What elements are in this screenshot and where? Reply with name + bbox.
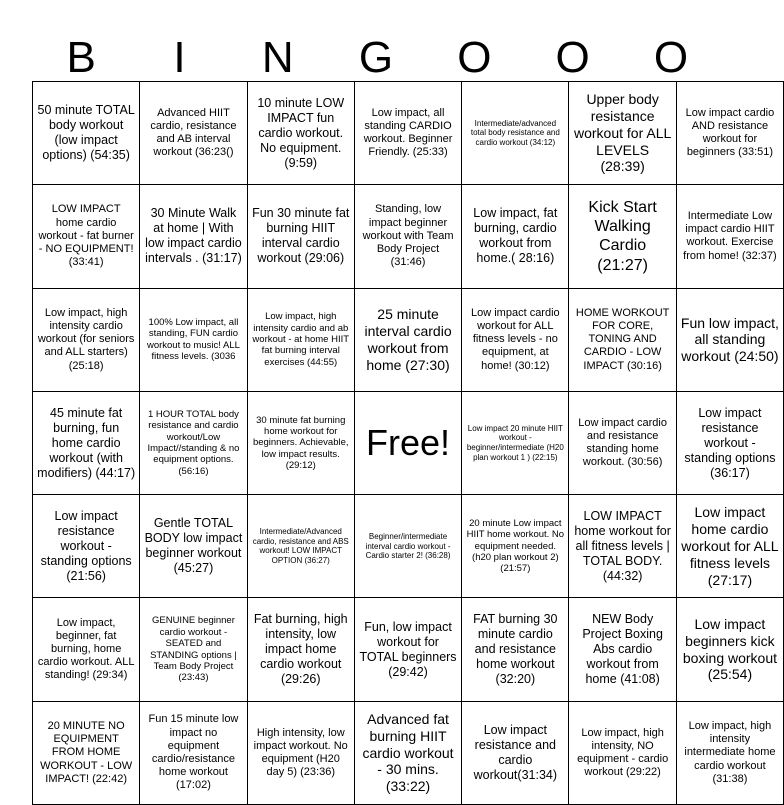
bingo-cell[interactable]: Upper body resistance workout for ALL LEVELS (28:39)	[569, 82, 676, 185]
header-letter-1: B	[66, 33, 96, 82]
bingo-cell[interactable]: Low impact 20 minute HIIT workout - beginner/intermediate (H20 plan workout 1 ) (22:15)	[462, 391, 569, 494]
free-space[interactable]: Free!	[354, 391, 461, 494]
bingo-cell[interactable]: Standing, low impact beginner workout with Team Body Project (31:46)	[354, 185, 461, 288]
bingo-cell[interactable]: Fun 15 minute low impact no equipment cardio/resistance home workout (17:02)	[140, 701, 247, 804]
bingo-cell[interactable]: LOW IMPACT home cardio workout - fat burner - NO EQUIPMENT! (33:41)	[33, 185, 140, 288]
header-letter-4: G	[358, 33, 394, 82]
bingo-header	[32, 30, 720, 86]
board-row	[33, 391, 784, 494]
bingo-cell[interactable]: 45 minute fat burning, fun home cardio workout (with modifiers) (44:17)	[33, 391, 140, 494]
bingo-cell[interactable]: Advanced fat burning HIIT cardio workout - 30 mins. (33:22)	[354, 701, 461, 804]
header-letter-6: O	[555, 33, 590, 82]
bingo-cell[interactable]: Beginner/intermediate interval cardio workout - Cardio starter 2! (36:28)	[354, 495, 461, 598]
bingo-cell[interactable]: Fat burning, high intensity, low impact home cardio workout (29:26)	[247, 598, 354, 701]
header-letter-2: I	[173, 33, 186, 82]
board-row	[33, 82, 784, 185]
bingo-cell[interactable]: Fun 30 minute fat burning HIIT interval cardio workout (29:06)	[247, 185, 354, 288]
header-letter-5: O	[457, 33, 492, 82]
bingo-cell[interactable]: Intermediate/advanced total body resistance and cardio workout (34:12)	[462, 82, 569, 185]
header-letter-3: N	[261, 33, 294, 82]
bingo-cell[interactable]: Intermediate Low impact cardio HIIT workout. Exercise from home! (32:37)	[676, 185, 783, 288]
bingo-cell[interactable]: Intermediate/Advanced cardio, resistance and ABS workout! LOW IMPACT OPTION (36:27)	[247, 495, 354, 598]
bingo-board	[32, 81, 784, 805]
bingo-cell[interactable]: 1 HOUR TOTAL body resistance and cardio workout/Low Impact//standing & no equipment options. (56:16)	[140, 391, 247, 494]
bingo-cell[interactable]: Low impact, high intensity intermediate home cardio workout (31:38)	[676, 701, 783, 804]
bingo-cell[interactable]: 25 minute interval cardio workout from home (27:30)	[354, 288, 461, 391]
board-row	[33, 288, 784, 391]
bingo-cell[interactable]: Gentle TOTAL BODY low impact beginner workout (45:27)	[140, 495, 247, 598]
bingo-cell[interactable]: 100% Low impact, all standing, FUN cardio workout to music! ALL fitness levels. (3036	[140, 288, 247, 391]
bingo-cell[interactable]: Low impact, beginner, fat burning, home cardio workout. ALL standing! (29:34)	[33, 598, 140, 701]
bingo-cell[interactable]: 20 minute Low impact HIIT home workout. No equipment needed. (h20 plan workout 2) (21:57)	[462, 495, 569, 598]
bingo-cell[interactable]: Low impact beginners kick boxing workout (25:54)	[676, 598, 783, 701]
bingo-cell[interactable]: GENUINE beginner cardio workout - SEATED and STANDING options | Team Body Project (23:43)	[140, 598, 247, 701]
bingo-cell[interactable]: Fun low impact, all standing workout (24:50)	[676, 288, 783, 391]
bingo-cell[interactable]: HOME WORKOUT FOR CORE, TONING AND CARDIO - LOW IMPACT (30:16)	[569, 288, 676, 391]
bingo-cell[interactable]: FAT burning 30 minute cardio and resistance home workout (32:20)	[462, 598, 569, 701]
board-row	[33, 495, 784, 598]
bingo-cell[interactable]: Low impact cardio workout for ALL fitness levels - no equipment, at home! (30:12)	[462, 288, 569, 391]
board-row	[33, 598, 784, 701]
bingo-cell[interactable]: Low impact, all standing CARDIO workout. Beginner Friendly. (25:33)	[354, 82, 461, 185]
bingo-cell[interactable]: 20 MINUTE NO EQUIPMENT FROM HOME WORKOUT - LOW IMPACT! (22:42)	[33, 701, 140, 804]
bingo-cell[interactable]: Kick Start Walking Cardio (21:27)	[569, 185, 676, 288]
bingo-cell[interactable]: Fun, low impact workout for TOTAL beginners (29:42)	[354, 598, 461, 701]
bingo-cell[interactable]: Low impact, fat burning, cardio workout from home.( 28:16)	[462, 185, 569, 288]
bingo-cell[interactable]: Low impact, high intensity, NO equipment - cardio workout (29:22)	[569, 701, 676, 804]
bingo-cell[interactable]: Low impact resistance workout - standing options (36:17)	[676, 391, 783, 494]
bingo-cell[interactable]: LOW IMPACT home workout for all fitness levels | TOTAL BODY. (44:32)	[569, 495, 676, 598]
board-row	[33, 185, 784, 288]
bingo-cell[interactable]: Advanced HIIT cardio, resistance and AB interval workout (36:23()	[140, 82, 247, 185]
board-row	[33, 701, 784, 804]
bingo-cell[interactable]: Low impact home cardio workout for ALL fitness levels (27:17)	[676, 495, 783, 598]
bingo-cell[interactable]: Low impact cardio and resistance standing home workout. (30:56)	[569, 391, 676, 494]
bingo-cell[interactable]: 10 minute LOW IMPACT fun cardio workout. No equipment. (9:59)	[247, 82, 354, 185]
bingo-cell[interactable]: Low impact, high intensity cardio workout (for seniors and ALL starters) (25:18)	[33, 288, 140, 391]
bingo-cell[interactable]: Low impact resistance workout - standing options (21:56)	[33, 495, 140, 598]
header-letter-7: O	[653, 33, 689, 82]
bingo-cell[interactable]: 30 Minute Walk at home | With low impact cardio intervals . (31:17)	[140, 185, 247, 288]
bingo-cell[interactable]: High intensity, low impact workout. No equipment (H20 day 5) (23:36)	[247, 701, 354, 804]
bingo-cell[interactable]: NEW Body Project Boxing Abs cardio workout from home (41:08)	[569, 598, 676, 701]
bingo-cell[interactable]: Low impact resistance and cardio workout(31:34)	[462, 701, 569, 804]
bingo-cell[interactable]: Low impact cardio AND resistance workout for beginners (33:51)	[676, 82, 783, 185]
bingo-cell[interactable]: 50 minute TOTAL body workout (low impact options) (54:35)	[33, 82, 140, 185]
bingo-cell[interactable]: Low impact, high intensity cardio and ab workout - at home HIIT fat burning interval exercises (44:55)	[247, 288, 354, 391]
bingo-cell[interactable]: 30 minute fat burning home workout for beginners. Achievable, low impact results. (29:12)	[247, 391, 354, 494]
